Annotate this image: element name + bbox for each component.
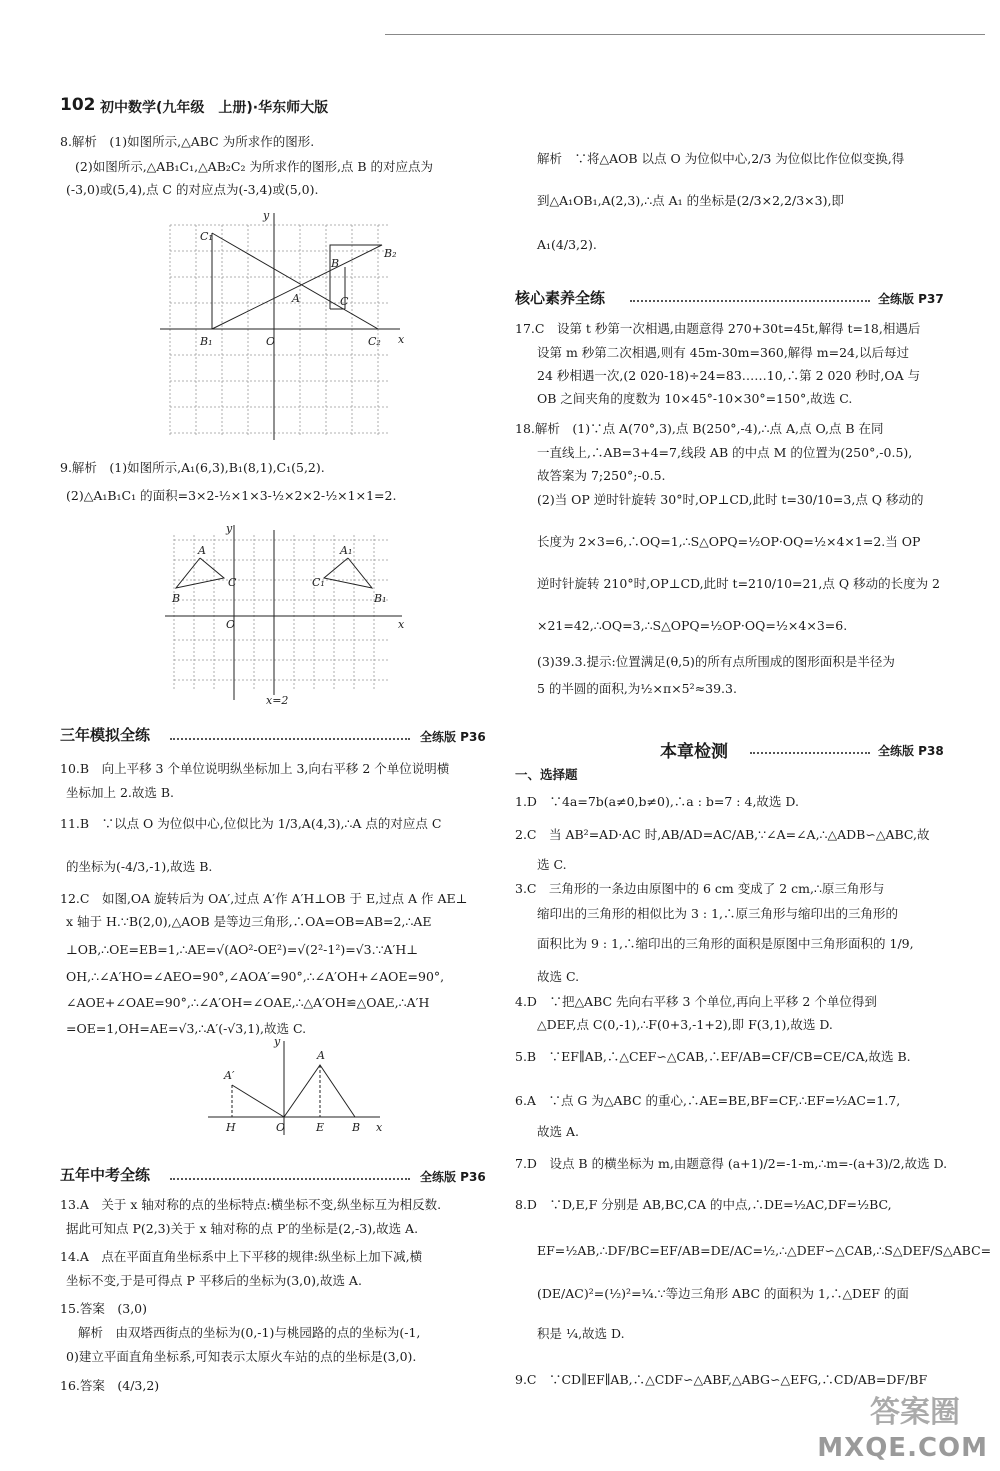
section-dots — [170, 1178, 410, 1180]
q16-explain-line2: 到△A₁OB₁,A(2,3),∴点 A₁ 的坐标是(2/3×2,2/3×3),即 — [537, 193, 844, 208]
q17-line3: 24 秒相遇一次,(2 020-18)÷24=83……10,∴第 2 020 秒时,OA 与 — [537, 368, 921, 383]
header-rule — [385, 34, 985, 35]
figure-3-rotation — [200, 1035, 400, 1140]
q9-line1: 9.解析 (1)如图所示,A₁(6,3),B₁(8,1),C₁(5,2). — [60, 460, 325, 475]
a3-line2: 缩印出的三角形的相似比为 3 : 1,∴原三角形与缩印出的三角形的 — [537, 906, 899, 921]
q12-line1: 12.C 如图,OA 旋转后为 OA′,过点 A′作 A′H⊥OB 于 E,过点 A 作 AE⊥ — [60, 891, 468, 906]
q14-line1: 14.A 点在平面直角坐标系中上下平移的规律:纵坐标上加下减,横 — [60, 1249, 423, 1264]
a4-line1: 4.D ∵把△ABC 先向右平移 3 个单位,再向上平移 2 个单位得到 — [515, 994, 877, 1009]
q9-line2: (2)△A₁B₁C₁ 的面积=3×2-½×1×3-½×2×2-½×1×1=2. — [66, 488, 397, 503]
a2-line1: 2.C 当 AB²=AD·AC 时,AB/AD=AC/AB,∵∠A=∠A,∴△ADB∽△ABC,故 — [515, 827, 930, 842]
fig1-label-y: y — [263, 209, 270, 222]
q11-line2: 的坐标为(-4/3,-1),故选 B. — [66, 859, 213, 874]
q13-line2: 据此可知点 P(2,3)关于 x 轴对称的点 P′的坐标是(2,-3),故选 A. — [66, 1221, 419, 1236]
section-dots — [750, 752, 870, 754]
q8-line3: (-3,0)或(5,4),点 C 的对应点为(-3,4)或(5,0). — [66, 182, 319, 197]
q18-line1: 18.解析 (1)∵点 A(70°,3),点 B(250°,-4),∴点 A,点 O,点 B 在同 — [515, 421, 884, 436]
fig3-label-x: x — [376, 1121, 383, 1134]
a3-line1: 3.C 三角形的一条边由原图中的 6 cm 变成了 2 cm,∴原三角形与 — [515, 881, 885, 896]
q18-line7: ×21=42,∴OQ=3,∴S△OPQ=½OP·OQ=½×4×3=6. — [537, 618, 848, 633]
subsection-choice: 一、选择题 — [515, 767, 578, 782]
q17-line1: 17.C 设第 t 秒第一次相遇,由题意得 270+30t=45t,解得 t=18,相遇后 — [515, 321, 921, 336]
q15-line2: 解析 由双塔西街点的坐标为(0,-1)与桃园路的点的坐标为(-1, — [78, 1325, 421, 1340]
watermark-site: MXQE.COM — [817, 1433, 988, 1463]
a3-line3: 面积比为 9 : 1,∴缩印出的三角形的面积是原图中三角形面积的 1/9, — [537, 936, 914, 951]
q18-line9: 5 的半圆的面积,为½×π×5²≈39.3. — [537, 681, 737, 696]
section-title-core: 核心素养全练 — [515, 289, 606, 307]
q14-line2: 坐标不变,于是可得点 P 平移后的坐标为(3,0),故选 A. — [66, 1273, 362, 1288]
section-dots — [170, 738, 410, 740]
section-ref-core: 全练版 P37 — [878, 292, 944, 306]
fig2-label-B: B — [172, 592, 181, 605]
fig2-label-x-eq-2: x=2 — [266, 694, 289, 705]
a9-line1: 9.C ∵CD∥EF∥AB,∴△CDF∽△ABF,△ABG∽△EFG,∴CD/AB=DF/BF — [515, 1372, 928, 1387]
fig1-label-B: B — [331, 257, 340, 270]
fig1-label-C: C — [340, 295, 349, 308]
q18-line2: 一直线上,∴AB=3+4=7,线段 AB 的中点 M 的位置为(250°,-0.5), — [537, 445, 913, 460]
watermark-logo: 答案圈 — [870, 1395, 960, 1430]
q8-line1: 8.解析 (1)如图所示,△ABC 为所求作的图形. — [60, 134, 315, 149]
a6-line1: 6.A ∵点 G 为△ABC 的重心,∴AE=BE,BF=CF,∴EF=½AC=1.7, — [515, 1093, 901, 1108]
section-title-five-year: 五年中考全练 — [60, 1166, 151, 1184]
q12-line5: ∠AOE+∠OAE=90°,∴∠A′OH=∠OAE,∴△A′OH≌△OAE,∴A′H — [66, 995, 430, 1010]
q18-line3: 故答案为 7;250°;-0.5. — [537, 468, 666, 483]
q18-line5: 长度为 2×3=6,∴OQ=1,∴S△OPQ=½OP·OQ=½×4×1=2.当 OP — [537, 534, 921, 549]
a8-line1: 8.D ∵D,E,F 分别是 AB,BC,CA 的中点,∴DE=½AC,DF=½BC, — [515, 1197, 892, 1212]
section-title-three-year: 三年模拟全练 — [60, 726, 151, 744]
fig3-label-H: H — [226, 1121, 236, 1134]
fig1-label-C2: C₂ — [368, 335, 381, 348]
fig2-label-B1: B₁ — [374, 592, 387, 605]
q17-line4: OB 之间夹角的度数为 10×45°-10×30°=150°,故选 C. — [537, 391, 853, 406]
q16-answer: 16.答案 (4/3,2) — [60, 1378, 160, 1393]
section-dots — [630, 300, 870, 302]
fig2-label-O: O — [226, 618, 236, 631]
section-ref-five-year: 全练版 P36 — [420, 1170, 486, 1184]
a3-line4: 故选 C. — [537, 969, 580, 984]
fig1-label-B2: B₂ — [384, 247, 397, 260]
q11-line1: 11.B ∵以点 O 为位似中心,位似比为 1/3,A(4,3),∴A 点的对应点 C — [60, 816, 442, 831]
fig1-label-B1: B₁ — [200, 335, 213, 348]
fig1-label-A: A — [292, 292, 300, 305]
q12-line2: x 轴于 H.∵B(2,0),△AOB 是等边三角形,∴OA=OB=AB=2,∴AE — [66, 914, 432, 929]
q8-line2: (2)如图所示,△AB₁C₁,△AB₂C₂ 为所求作的图形,点 B 的对应点为 — [75, 159, 434, 174]
fig1-label-O: O — [266, 335, 276, 348]
chapter-test-ref: 全练版 P38 — [878, 744, 944, 758]
a6-line2: 故选 A. — [537, 1124, 579, 1139]
q16-explain-line3: A₁(4/3,2). — [537, 237, 597, 252]
q17-line2: 设第 m 秒第二次相遇,则有 45m-30m=360,解得 m=24,以后每过 — [537, 345, 909, 360]
page-number: 102 — [60, 95, 96, 115]
fig2-label-C: C — [228, 576, 237, 589]
q13-line1: 13.A 关于 x 轴对称的点的坐标特点:横坐标不变,纵坐标互为相反数. — [60, 1197, 442, 1212]
q15-line1: 15.答案 (3,0) — [60, 1301, 148, 1316]
q10-line1: 10.B 向上平移 3 个单位说明纵坐标加上 3,向右平移 2 个单位说明横 — [60, 761, 450, 776]
figure-1-grid — [150, 205, 410, 445]
a1-line1: 1.D ∵4a=7b(a≠0,b≠0),∴a : b=7 : 4,故选 D. — [515, 794, 799, 809]
a7-line1: 7.D 设点 B 的横坐标为 m,由题意得 (a+1)/2=-1-m,∴m=-(a+3)/2,故选 D. — [515, 1156, 948, 1171]
q18-line6: 逆时针旋转 210°时,OP⊥CD,此时 t=210/10=21,点 Q 移动的长度为 2 — [537, 576, 941, 591]
fig3-label-y: y — [274, 1035, 281, 1048]
a4-line2: △DEF,点 C(0,-1),∴F(0+3,-1+2),即 F(3,1),故选 D. — [537, 1017, 833, 1032]
fig1-label-C1: C₁ — [200, 230, 213, 243]
q16-explain-line1: 解析 ∵将△AOB 以点 O 为位似中心,2/3 为位似比作位似变换,得 — [537, 151, 905, 166]
q12-line6: =OE=1,OH=AE=√3,∴A′(-√3,1),故选 C. — [66, 1021, 307, 1036]
fig3-label-O: O — [276, 1121, 286, 1134]
q18-line8: (3)39.3.提示:位置满足(θ,5)的所有点所围成的图形面积是半径为 — [537, 654, 895, 669]
a2-line2: 选 C. — [537, 857, 567, 872]
a8-line3: (DE/AC)²=(½)²=¼.∵等边三角形 ABC 的面积为 1,∴△DEF 的面 — [537, 1286, 909, 1301]
fig3-label-E: E — [316, 1121, 325, 1134]
fig2-label-C1: C₁ — [312, 576, 325, 589]
fig1-label-x: x — [398, 333, 405, 346]
fig2-label-y: y — [226, 522, 233, 535]
fig2-label-A: A — [198, 544, 206, 557]
a8-line4: 积是 ¼,故选 D. — [537, 1326, 625, 1341]
q18-line4: (2)当 OP 逆时针旋转 30°时,OP⊥CD,此时 t=30/10=3,点 Q 移动的 — [537, 492, 924, 507]
section-ref-three-year: 全练版 P36 — [420, 730, 486, 744]
a8-line2: EF=½AB,∴DF/BC=EF/AB=DE/AC=½,∴△DEF∽△CAB,∴S△DEF/S△ABC= — [537, 1243, 992, 1258]
fig3-label-B: B — [352, 1121, 361, 1134]
q15-line3: 0)建立平面直角坐标系,可知表示太原火车站的点的坐标是(3,0). — [66, 1349, 417, 1364]
figure-2-grid — [160, 520, 410, 705]
fig2-label-x: x — [398, 618, 405, 631]
chapter-test-title: 本章检测 — [660, 742, 728, 762]
fig3-label-A: A — [317, 1049, 325, 1062]
q12-line3: ⊥OB,∴OE=EB=1,∴AE=√(AO²-OE²)=√(2²-1²)=√3.∵A′H⊥ — [66, 942, 419, 957]
q10-line2: 坐标加上 2.故选 B. — [66, 785, 175, 800]
page-title: 初中数学(九年级 上册)·华东师大版 — [100, 100, 329, 116]
fig2-label-A1: A₁ — [340, 544, 353, 557]
fig3-label-A-prime: A′ — [224, 1069, 235, 1082]
q12-line4: OH,∴∠A′HO=∠AEO=90°,∠AOA′=90°,∴∠A′OH+∠AOE=90°, — [66, 969, 445, 984]
a5-line1: 5.B ∵EF∥AB,∴△CEF∽△CAB,∴EF/AB=CF/CB=CE/CA,故选 B. — [515, 1049, 911, 1064]
